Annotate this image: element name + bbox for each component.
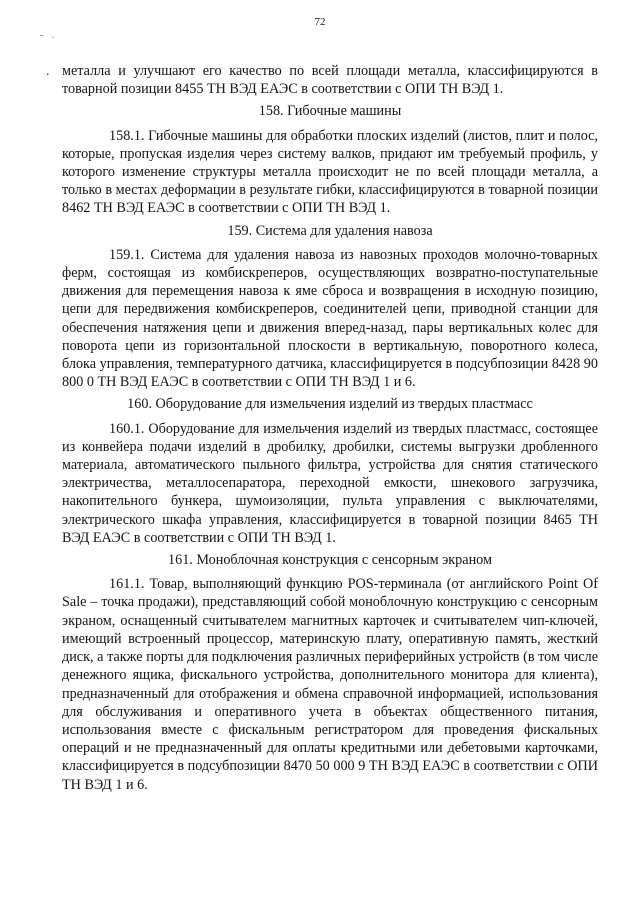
paragraph-continuation: металла и улучшают его качество по всей площади металла, классифицируются в товарной позиции 8455 ТН ВЭД ЕАЭС в соответствии с ОПИ ТН ВЭД 1. — [62, 63, 598, 98]
section-heading-159: 159. Система для удаления навоза — [227, 222, 433, 239]
paragraph-158-1: 158.1. Гибочные машины для обработки плоских изделий (листов, плит и полос, которые, пропуская изделия через систему валков, придают им требуемый профиль, у которого изменение структуры металла происходит не по всей площади металла, а только в местах деформации в результате гибки, классифицируются в товарной позиции 8462 ТН ВЭД ЕАЭС в соответствии с ОПИ ТН ВЭД 1. — [62, 127, 598, 217]
page-number: 72 — [314, 16, 326, 28]
paragraph-160-1: 160.1. Оборудование для измельчения изделий из твердых пластмасс, состоящее из конвейера подачи изделий в дробилку, дробилки, системы выгрузки дробленного материала, автоматического пыльного фильтра, устройства для снятия статического электричества, металлосепаратора, переходной емкости, шнекового загрузчика, накопительного бункера, шумоизоляции, пульта управления с выключателями, электрического шкафа управления, классифицируется в товарной позиции 8465 ТН ВЭД ЕАЭС в соответствии с ОПИ ТН ВЭД 1. — [62, 420, 598, 546]
section-heading-158: 158. Гибочные машины — [258, 103, 402, 120]
section-heading-160: 160. Оборудование для измельчения изделий из твердых пластмасс — [127, 396, 533, 413]
section-heading-161: 161. Моноблочная конструкция с сенсорным экраном — [168, 552, 492, 569]
scan-mark: - . — [40, 30, 58, 41]
paragraph-161-1: 161.1. Товар, выполняющий функцию POS-терминала (от английского Point Of Sale – точка продажи), представляющий собой моноблочную конструкцию с сенсорным экраном, оснащенный считывателем магнитных карточек и считывателем чип-ключей, имеющий встроенный процессор, материнскую плату, оперативную память, жесткий диск, а также порты для подключения различных периферийных устройств (в том числе денежного ящика, фискального устройства, дополнительного монитора для клиента), предназначенный для отображения и обмена справочной информацией, использования для обслуживания и оперативного учета в объектах общественного питания, использования вместе с фискальным регистратором для проведения фискальных операций и не предназначенный для оплаты кредитными или дебетовыми карточками, классифицируется в подсубпозиции 8470 50 000 9 ТН ВЭД ЕАЭС в соответствии с ОПИ ТН ВЭД 1 и 6. — [62, 576, 598, 793]
scan-mark: . — [46, 64, 53, 79]
document-body — [62, 62, 598, 794]
paragraph-159-1: 159.1. Система для удаления навоза из навозных проходов молочно-товарных ферм, состоящая из комбискреперов, осуществляющих возвратно-поступательные движения для перемещения навоза к яме сброса и возвращения в исходную позицию, цепи для передвижения комбискреперов, соединителей цепи, приводной станции для обеспечения натяжения цепи и движения вперед-назад, пары вертикальных колес для поворота цепи из горизонтальной плоскости в вертикальную, поворотного колеса, блока управления, температурного датчика, классифицируется в подсубпозиции 8428 90 800 0 ТН ВЭД ЕАЭС в соответствии с ОПИ ТН ВЭД 1 и 6. — [62, 246, 598, 391]
